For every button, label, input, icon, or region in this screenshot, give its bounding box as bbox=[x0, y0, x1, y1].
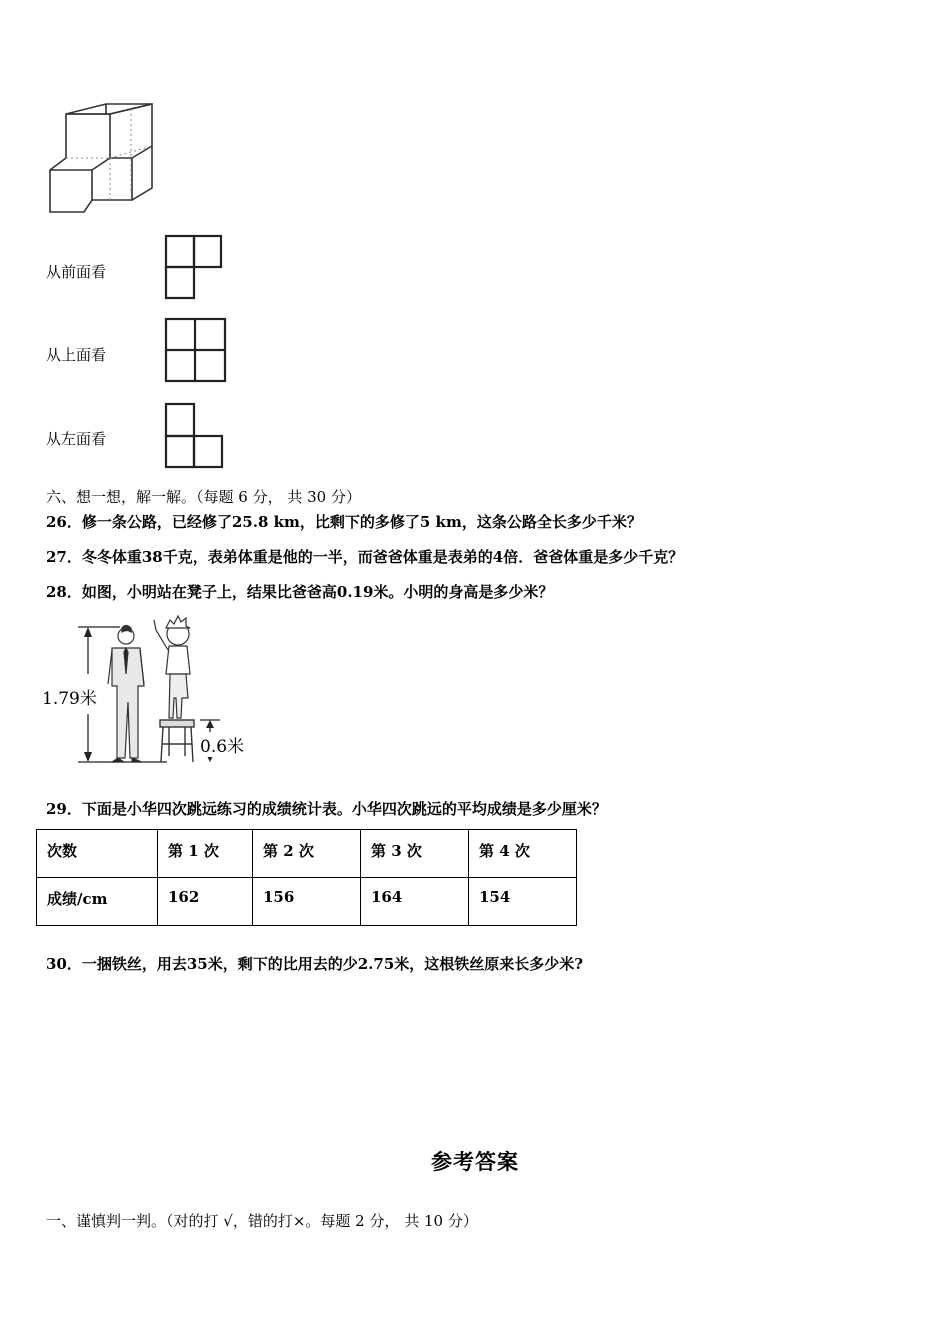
height-figure bbox=[42, 610, 252, 770]
dad-height-label: 1.79米 bbox=[42, 684, 97, 709]
table-row bbox=[37, 878, 577, 926]
table-header-cell: 第 4 次 bbox=[469, 830, 577, 878]
table-cell: 154 bbox=[469, 878, 577, 926]
view-label-left: 从左面看 bbox=[46, 430, 107, 448]
table-cell: 164 bbox=[361, 878, 469, 926]
answers-section-1-heading: 一、谨慎判一判。（对的打 √，错的打×。每题 2 分， 共 10 分） bbox=[46, 1212, 478, 1230]
question-30: 30．一捆铁丝，用去35米，剩下的比用去的少2.75米，这根铁丝原来长多少米? bbox=[46, 955, 584, 973]
cube-solid-figure bbox=[46, 100, 158, 218]
question-29: 29．下面是小华四次跳远练习的成绩统计表。小华四次跳远的平均成绩是多少厘米？ bbox=[46, 800, 607, 818]
table-header-cell: 第 2 次 bbox=[253, 830, 361, 878]
answers-title: 参考答案 bbox=[431, 1149, 519, 1174]
front-view-figure bbox=[164, 234, 224, 300]
section-6-heading: 六、想一想，解一解。（每题 6 分， 共 30 分） bbox=[46, 488, 361, 506]
stool-height-label: 0.6米 bbox=[200, 732, 244, 757]
question-27: 27．冬冬体重38千克，表弟体重是他的一半，而爸爸体重是表弟的4倍．爸爸体重是多少千克？ bbox=[46, 548, 684, 566]
jump-score-table bbox=[36, 829, 577, 926]
top-view-figure bbox=[164, 317, 228, 383]
table-row bbox=[37, 830, 577, 878]
table-cell: 162 bbox=[158, 878, 253, 926]
table-header-cell: 次数 bbox=[37, 830, 158, 878]
table-header-cell: 第 1 次 bbox=[158, 830, 253, 878]
left-view-figure bbox=[164, 402, 226, 470]
table-header-cell: 第 3 次 bbox=[361, 830, 469, 878]
view-label-top: 从上面看 bbox=[46, 346, 107, 364]
view-label-front: 从前面看 bbox=[46, 263, 107, 281]
table-cell: 成绩/cm bbox=[37, 878, 158, 926]
question-28: 28．如图，小明站在凳子上，结果比爸爸高0.19米。小明的身高是多少米？ bbox=[46, 583, 554, 601]
table-cell: 156 bbox=[253, 878, 361, 926]
question-26: 26．修一条公路，已经修了25.8 km，比剩下的多修了5 km，这条公路全长多少千米？ bbox=[46, 513, 642, 531]
